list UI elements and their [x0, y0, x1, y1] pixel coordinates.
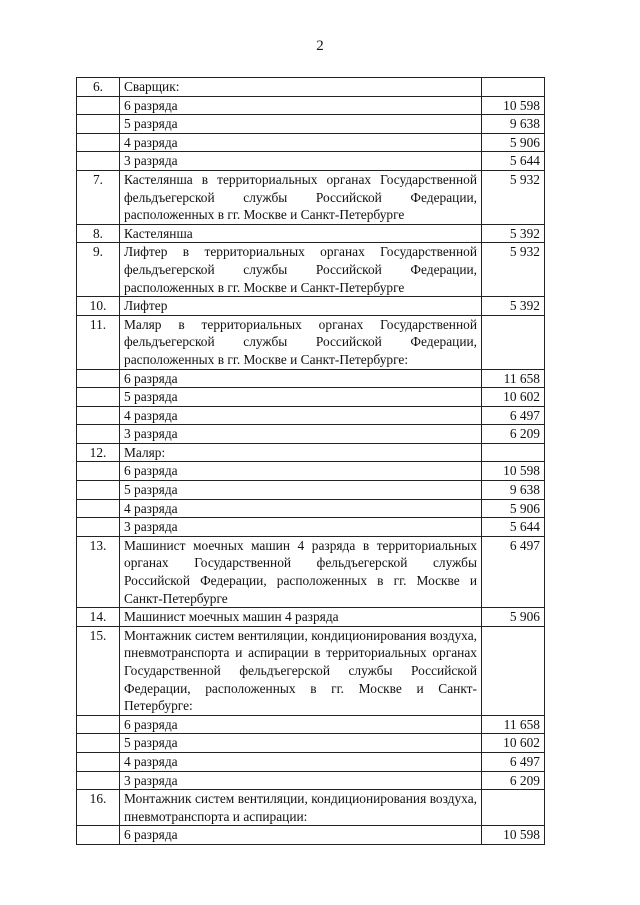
salary-cell: 10 602 [482, 734, 545, 753]
row-number-cell [77, 425, 120, 444]
salary-cell: 9 638 [482, 481, 545, 500]
position-name-cell: 5 разряда [120, 115, 482, 134]
table-row [77, 297, 545, 316]
row-number-cell: 6. [77, 78, 120, 97]
row-number-cell: 16. [77, 790, 120, 826]
salary-cell: 5 392 [482, 224, 545, 243]
row-number-cell [77, 115, 120, 134]
table-row [77, 462, 545, 481]
salary-cell: 6 497 [482, 536, 545, 607]
table-row [77, 224, 545, 243]
row-number-cell [77, 152, 120, 171]
position-name-cell: 6 разряда [120, 715, 482, 734]
position-name-cell: 5 разряда [120, 734, 482, 753]
row-number-cell [77, 734, 120, 753]
salary-cell: 5 906 [482, 133, 545, 152]
position-name-cell: 3 разряда [120, 771, 482, 790]
row-number-cell [77, 133, 120, 152]
position-name-cell: Кастелянша [120, 224, 482, 243]
salary-cell: 5 932 [482, 243, 545, 297]
position-name-cell: Маляр: [120, 443, 482, 462]
position-name-cell: 5 разряда [120, 481, 482, 500]
salary-cell: 10 598 [482, 826, 545, 845]
salary-cell: 6 497 [482, 406, 545, 425]
salary-cell [482, 78, 545, 97]
salary-cell: 5 644 [482, 152, 545, 171]
position-name-cell: 4 разряда [120, 499, 482, 518]
row-number-cell [77, 406, 120, 425]
salary-cell: 5 932 [482, 170, 545, 224]
salary-cell: 10 602 [482, 388, 545, 407]
salary-cell: 11 658 [482, 369, 545, 388]
salary-table-body [77, 78, 545, 845]
row-number-cell: 10. [77, 297, 120, 316]
table-row [77, 518, 545, 537]
position-name-cell: 6 разряда [120, 462, 482, 481]
salary-cell: 10 598 [482, 462, 545, 481]
row-number-cell [77, 96, 120, 115]
salary-cell: 5 906 [482, 499, 545, 518]
row-number-cell: 8. [77, 224, 120, 243]
position-name-cell: Машинист моечных машин 4 разряда [120, 608, 482, 627]
table-row [77, 78, 545, 97]
table-row [77, 626, 545, 715]
position-name-cell: 4 разряда [120, 752, 482, 771]
table-row [77, 752, 545, 771]
salary-cell: 6 497 [482, 752, 545, 771]
table-row [77, 96, 545, 115]
table-row [77, 536, 545, 607]
table-row [77, 425, 545, 444]
position-name-cell: 6 разряда [120, 369, 482, 388]
salary-cell: 10 598 [482, 96, 545, 115]
position-name-cell: 3 разряда [120, 152, 482, 171]
position-name-cell: Монтажник систем вентиляции, кондиционирования воздуха, пневмотранспорта и аспирации: [120, 790, 482, 826]
row-number-cell: 7. [77, 170, 120, 224]
position-name-cell: 4 разряда [120, 406, 482, 425]
table-row [77, 826, 545, 845]
salary-cell [482, 315, 545, 369]
salary-cell: 11 658 [482, 715, 545, 734]
table-row [77, 152, 545, 171]
table-row [77, 790, 545, 826]
table-row [77, 499, 545, 518]
salary-table [76, 77, 545, 845]
row-number-cell [77, 518, 120, 537]
table-row [77, 170, 545, 224]
table-row [77, 115, 545, 134]
position-name-cell: 6 разряда [120, 96, 482, 115]
salary-cell [482, 443, 545, 462]
table-row [77, 315, 545, 369]
position-name-cell: 5 разряда [120, 388, 482, 407]
table-row [77, 771, 545, 790]
position-name-cell: Кастелянша в территориальных органах Государственной фельдъегерской службы Российской Федерации, расположенных в гг. Москве и Санкт-Петербурге [120, 170, 482, 224]
salary-cell [482, 626, 545, 715]
salary-cell: 5 906 [482, 608, 545, 627]
row-number-cell [77, 499, 120, 518]
position-name-cell: 3 разряда [120, 425, 482, 444]
row-number-cell [77, 771, 120, 790]
position-name-cell: Лифтер в территориальных органах Государственной фельдъегерской службы Российской Федерации, расположенных в гг. Москве и Санкт-Петербурге [120, 243, 482, 297]
row-number-cell: 12. [77, 443, 120, 462]
salary-cell: 6 209 [482, 771, 545, 790]
row-number-cell [77, 752, 120, 771]
table-row [77, 608, 545, 627]
row-number-cell: 13. [77, 536, 120, 607]
table-row [77, 388, 545, 407]
row-number-cell [77, 715, 120, 734]
row-number-cell [77, 481, 120, 500]
position-name-cell: Монтажник систем вентиляции, кондиционирования воздуха, пневмотранспорта и аспирации в территориальных органах Государственной фельдъегерской службы Российской Федерации, расположенных в гг. Москве и Санкт-Петербурге: [120, 626, 482, 715]
row-number-cell: 11. [77, 315, 120, 369]
position-name-cell: 6 разряда [120, 826, 482, 845]
table-row [77, 715, 545, 734]
row-number-cell [77, 369, 120, 388]
table-row [77, 481, 545, 500]
row-number-cell [77, 388, 120, 407]
position-name-cell: 3 разряда [120, 518, 482, 537]
position-name-cell: 4 разряда [120, 133, 482, 152]
position-name-cell: Лифтер [120, 297, 482, 316]
table-row [77, 133, 545, 152]
salary-cell: 6 209 [482, 425, 545, 444]
table-row [77, 734, 545, 753]
salary-cell: 5 392 [482, 297, 545, 316]
table-row [77, 443, 545, 462]
row-number-cell: 15. [77, 626, 120, 715]
position-name-cell: Машинист моечных машин 4 разряда в территориальных органах Государственной фельдъегерской службы Российской Федерации, расположенных в гг. Москве и Санкт-Петербурге [120, 536, 482, 607]
page-number: 2 [316, 38, 324, 54]
row-number-cell [77, 826, 120, 845]
salary-cell: 9 638 [482, 115, 545, 134]
row-number-cell: 14. [77, 608, 120, 627]
table-row [77, 243, 545, 297]
salary-cell: 5 644 [482, 518, 545, 537]
row-number-cell [77, 462, 120, 481]
position-name-cell: Сварщик: [120, 78, 482, 97]
table-row [77, 406, 545, 425]
table-row [77, 369, 545, 388]
row-number-cell: 9. [77, 243, 120, 297]
position-name-cell: Маляр в территориальных органах Государственной фельдъегерской службы Российской Федерации, расположенных в гг. Москве и Санкт-Петербурге: [120, 315, 482, 369]
salary-cell [482, 790, 545, 826]
